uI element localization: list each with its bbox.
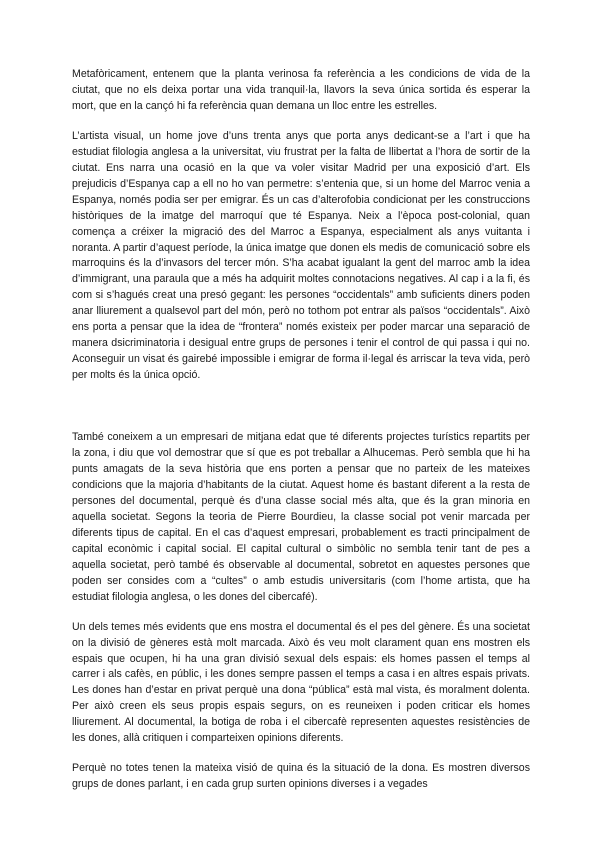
paragraph-visual-artist: L’artista visual, un home jove d’uns trenta anys que porta anys dedicant-se a l’art i que ha estudiat filologia anglesa a la universitat, viu frustrat per la falta de llibertat a l’hora de sortir de la ciutat. Ens narra una ocasió en la que va voler visitar Madrid per una exposició d’art. Els prejudicis d’Espanya cap a ell no ho van permetre: s’entenia que, si un home del Marroc venia a Espanya, només podia ser per emigrar. És un cas d’alterofobia condicionat per les construccions històriques de la imatge del marroquí que té Espanya. Neix a l’època post-colonial, quan comença a créixer la migració des del Marroc a Espanya, especialment als anys vuitanta i noranta. A partir d’aquest període, la única imatge que donen els medis de comunicació sobre els marroquins és la d’invasors del tercer món. S’ha acabat igualant la gent del marroc amb la idea d’immigrant, una paraula que a més ha adquirit moltes connotacions negatives. Al cap i a la fi, és com si s’hagués creat una presó gegant: les persones “occidentals” amb suficients diners poden anar lliurement a qualsevol part del món, però no tothom pot entrar als països “occidentals”. Això ens porta a pensar que la idea de “frontera” només existeix per poder marcar una separació de manera dsicriminatoria i desigual entre grups de persones i tenir el control de qui passa i qui no. Aconseguir un visat és gairebé impossible i emigrar de forma il·legal és arriscar la teva vida, però per molts és la única opció. [72,129,530,382]
paragraph-women-views: Perquè no totes tenen la mateixa visió de quina és la situació de la dona. Es mostren diversos grups de dones parlant, i en cada grup surten opinions diverses i a vegades [72,762,530,791]
paragraph-businessman: També coneixem a un empresari de mitjana edat que té diferents projectes turístics repartits per la zona, i diu que vol demostrar que sí que es pot treballar a Alhucemas. Però sembla que hi ha punts amagats de la seva història que ens porten a pensar que no parteix de les mateixes condicions que la majoria d’habitants de la ciutat. Aquest home és bastant diferent a la resta de persones del documental, perquè és d’una classe social més alta, que és la gran minoria en aquella societat. Segons la teoria de Pierre Bourdieu, la classe social pot venir marcada per diferents tipus de capital. En el cas d’aquest empresari, probablement es tracti principalment de capital econòmic i capital social. El capital cultural o simbòlic no sembla tenir tant de pes a aquella societat, però també és observable al documental, sobretot en aquestes persones que poden ser consides com a “cultes” o amb estudis universitaris (com l’home artista, que ha estudiat filologia anglesa, o les dones del cibercafé). [72,431,530,603]
paragraph-metaphor: Metafòricament, entenem que la planta verinosa fa referència a les condicions de vida de la ciutat, que no els deixa portar una vida tranquil·la, llavors la seva única sortida és esperar la mort, que en la cançó hi fa referència quan demana un lloc entre les estrelles. [72,68,530,112]
paragraph-gender: Un dels temes més evidents que ens mostra el documental és el pes del gènere. És una societat on la divisió de gèneres està molt marcada. Això és veu molt clarament quan ens mostren els espais que ocupen, hi ha una gran divisió sexual dels espais: els homes passen el temps al carrer i als cafès, en públic, i les dones sempre passen el temps a casa i en altres espais privats. Les dones han d’estar en privat perquè una dona “pública” està mal vista, és moralment dolenta. Per això creen els seus propis espais segurs, on es reuneixen i poden criticar els homes lliurement. Al documental, la botiga de roba i el cibercafè representen aquestes resistències de les dones, allà critiquen i comparteixen opinions diferents. [72,620,530,745]
document-page [72,67,530,793]
